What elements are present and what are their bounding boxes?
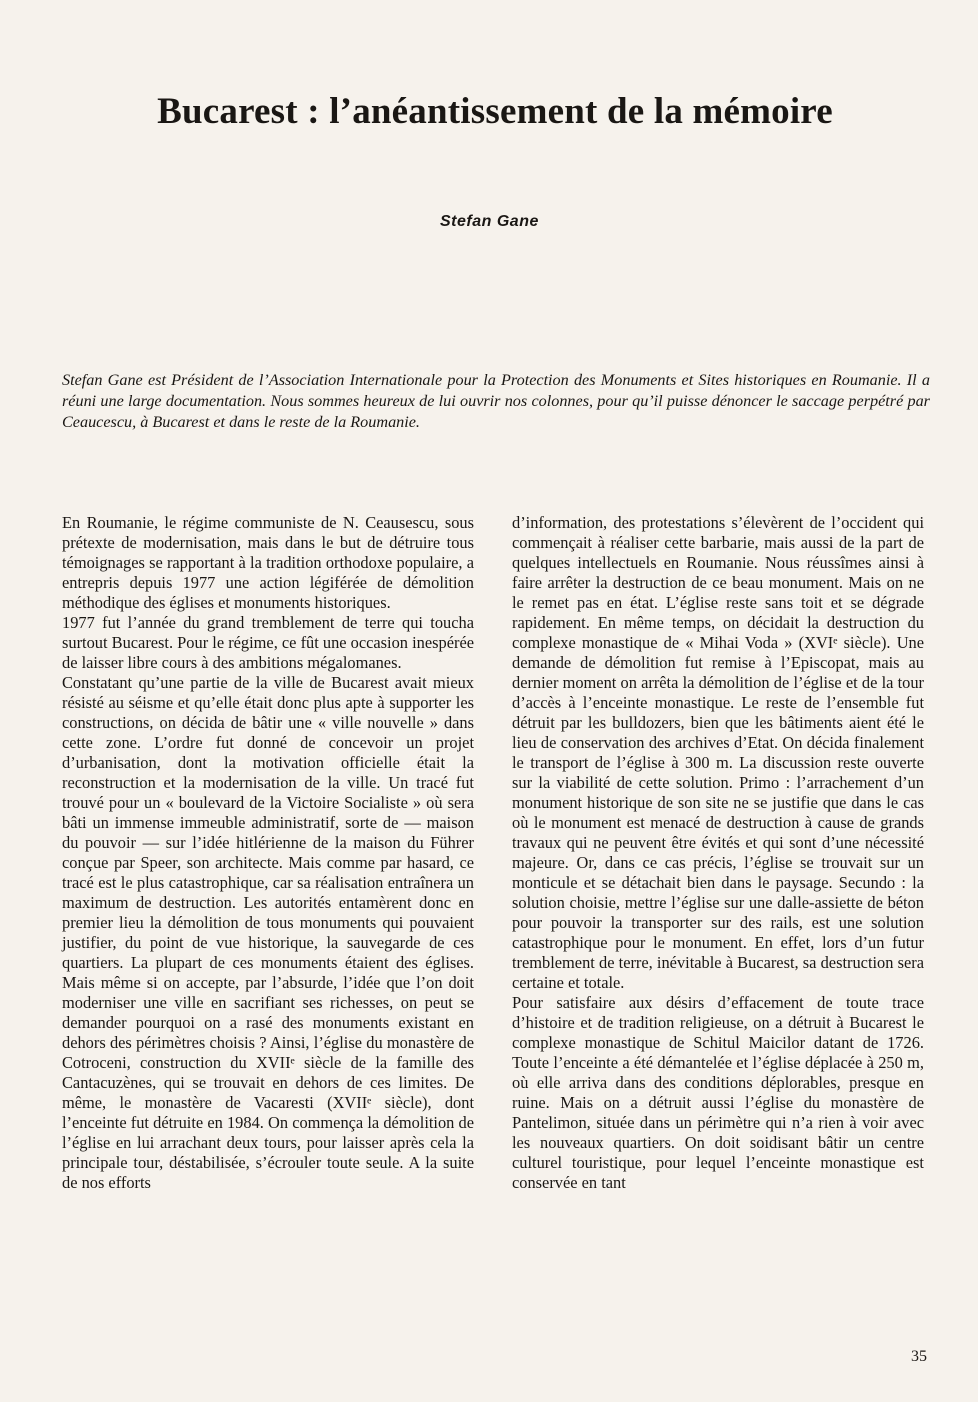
page-number: 35 <box>911 1348 927 1365</box>
paragraph: d’information, des protestations s’élevèrent de l’occident qui commençait à réaliser cette barbarie, mais aussi de la part de quelques intellectuels en Roumanie. Nous réussîmes ainsi à faire arrêter la destruction de ce beau monument. Mais on ne le remet pas en état. L’église reste sans toit et se dégrade rapidement. En même temps, on décidait la destruction du complexe monastique de « Mihai Voda » (XVIᵉ siècle). Une demande de démolition fut remise à l’Episcopat, mais au dernier moment on arrêta la démolition de l’église et de la tour d’accès à l’enceinte monastique. Le reste de l’ensemble fut détruit par les bulldozers, bien que les bâtiments aient été le lieu de conservation des archives d’Etat. On décida finalement le transport de l’église à 300 m. La discussion reste ouverte sur la viabilité de cette solution. Primo : l’arrachement d’un monument historique de son site ne se justifie que dans le cas où le monument est menacé de destruction à cause de grands travaux qui ne peuvent être évités et qui sont d’une nécessité majeure. Or, dans ce cas précis, l’église se trouvait sur un monticule et se détachait bien dans le paysage. Secundo : la solution choisie, mettre l’église sur une dalle-assiette de béton pour pouvoir la transporter sur des rails, est une solution catastrophique pour le monument. En effet, lors d’un futur tremblement de terre, inévitable à Bucarest, sa destruction sera certaine et totale. <box>512 513 924 992</box>
paragraph: Pour satisfaire aux désirs d’effacement de toute trace d’histoire et de tradition religieuse, on a détruit à Bucarest le complexe monastique de Schitul Maicilor datant de 1726. Toute l’enceinte a été démantelée et l’église déplacée à 250 m, où elle arriva dans des conditions déplorables, presque en ruine. Mais on a détruit aussi l’église du monastère de Pantelimon, située dans un périmètre qui n’a rien à voir avec les nouveaux quartiers. On doit soidisant bâtir un centre culturel touristique, pour lequel l’enceinte monastique est conservée en tant <box>512 993 924 1192</box>
paragraph: En Roumanie, le régime communiste de N. Ceausescu, sous prétexte de modernisation, mais dans le but de détruire tous témoignages se rapportant à la tradition orthodoxe populaire, a entrepris depuis 1977 une action légiférée de démolition méthodique des églises et monuments historiques. <box>62 513 474 612</box>
paragraph: 1977 fut l’année du grand tremblement de terre qui toucha surtout Bucarest. Pour le régime, ce fût une occasion inespérée de laisser libre cours à des ambitions mégalomanes. <box>62 613 474 672</box>
article-intro: Stefan Gane est Président de l’Association Internationale pour la Protection des Monuments et Sites historiques en Roumanie. Il a réuni une large documentation. Nous sommes heureux de lui ouvrir nos colonnes, pour qu’il puisse dénoncer le saccage perpétré par Ceaucescu, à Bucarest et dans le reste de la Roumanie. <box>62 371 930 431</box>
article-title: Bucarest : l’anéantissement de la mémoire <box>157 91 833 132</box>
left-column <box>62 513 474 1193</box>
right-column <box>512 513 924 1193</box>
paragraph: Constatant qu’une partie de la ville de Bucarest avait mieux résisté au séisme et qu’elle était donc plus apte à supporter les constructions, on décida de bâtir une « ville nouvelle » dans cette zone. L’ordre fut donné de concevoir un projet d’urbanisation, dont la motivation officielle était la reconstruction et la modernisation de la ville. Un tracé fut trouvé pour un « boulevard de la Victoire Socialiste » où sera bâti un immense immeuble administratif, sorte de — maison du pouvoir — sur l’idée hitlérienne de la maison du Führer conçue par Speer, son architecte. Mais comme par hasard, ce tracé est le plus catastrophique, car sa réalisation entraînera un maximum de destruction. Les autorités entamèrent donc en premier lieu la démolition de tous monuments qui pouvaient justifier, du point de vue historique, la sauvegarde de ces quartiers. La plupart de ces monuments étaient des églises. Mais même si on accepte, par l’absurde, l’idée que l’on doit moderniser une ville en sacrifiant ses richesses, on peut se demander pourquoi on a rasé des monuments existant en dehors des périmètres choisis ? Ainsi, l’église du monastère de Cotroceni, construction du XVIIᵉ siècle de la famille des Cantacuzènes, qui se trouvait en dehors de ces limites. De même, le monastère de Vacaresti (XVIIᵉ siècle), dont l’enceinte fut détruite en 1984. On commença la démolition de l’église en lui arrachant deux tours, pour laisser après cela la principale tour, déstabilisée, s’écrouler toute seule. A la suite de nos efforts <box>62 673 474 1192</box>
author-name: Stefan Gane <box>440 213 539 230</box>
